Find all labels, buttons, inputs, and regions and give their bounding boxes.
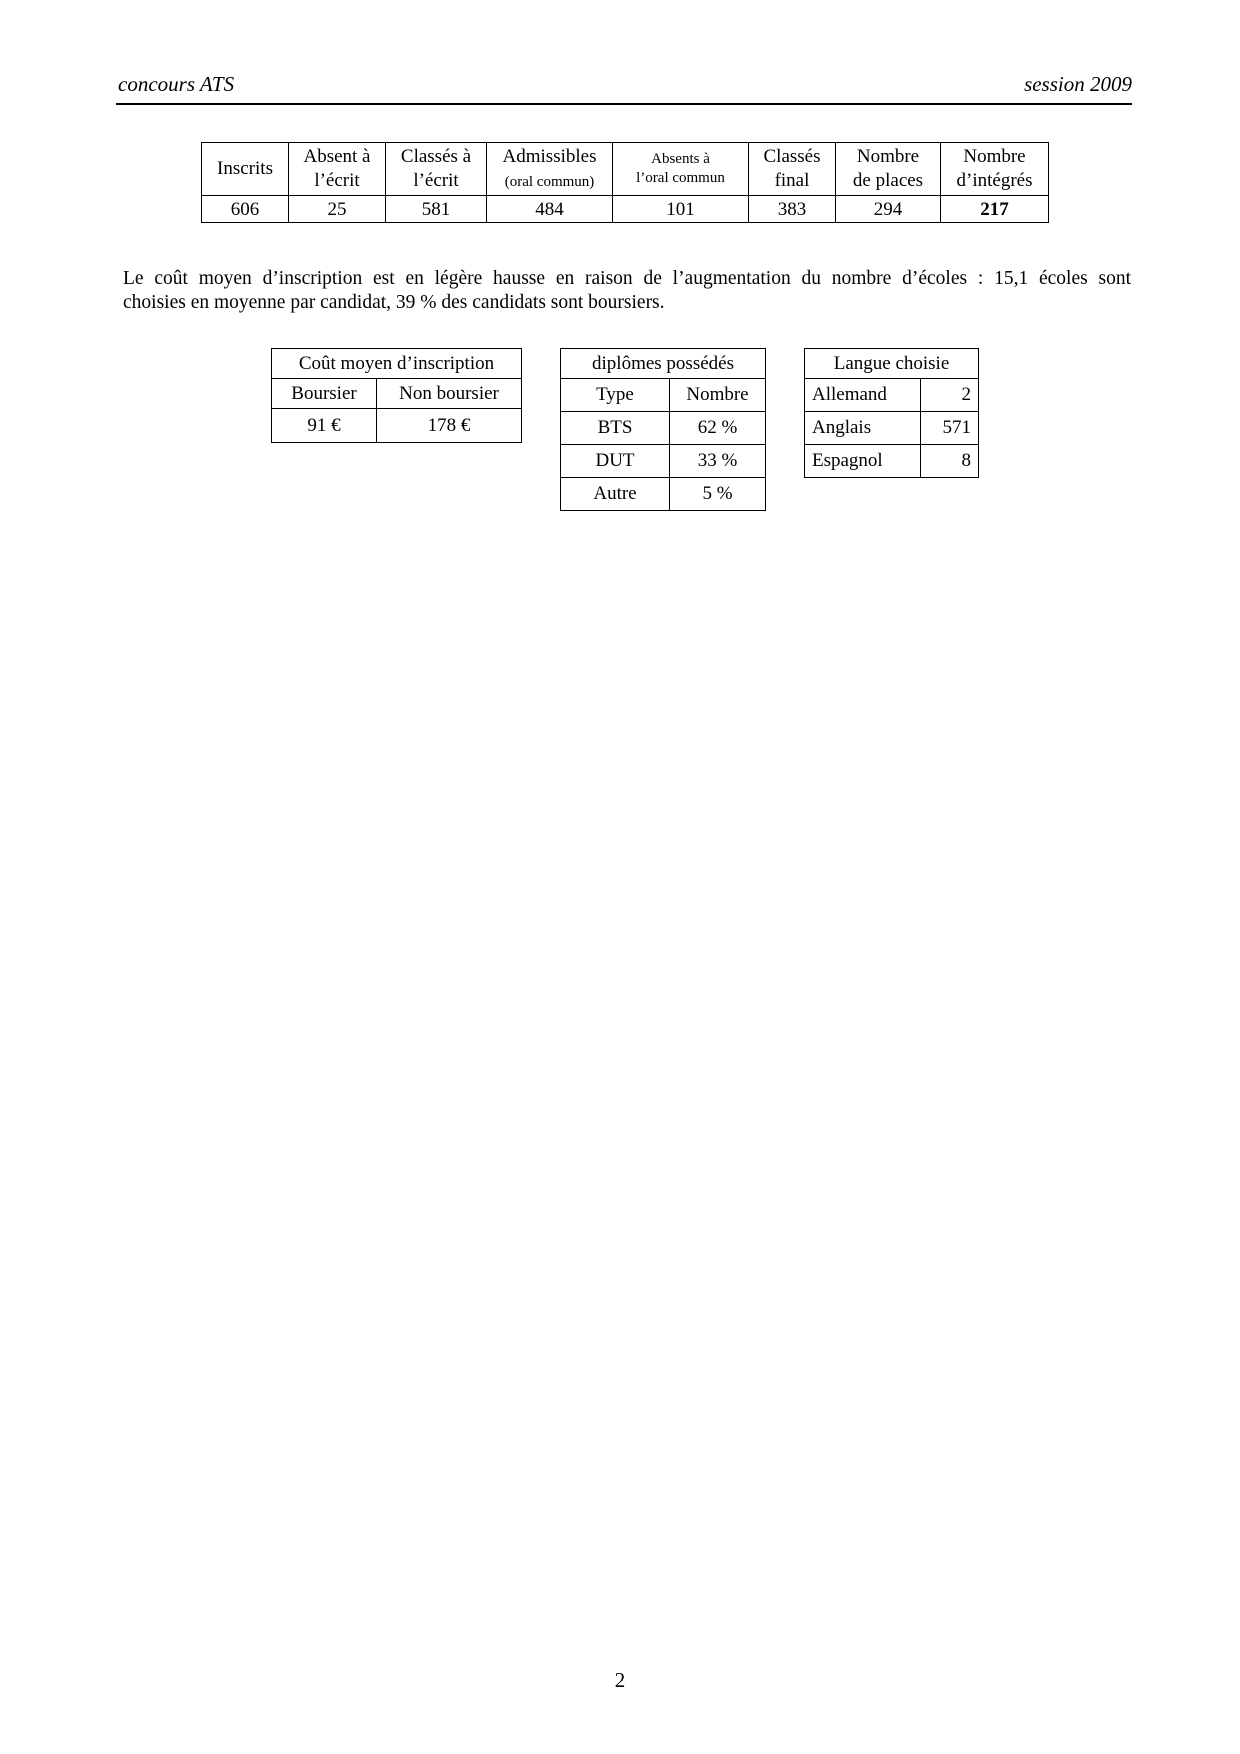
table-row [561,412,766,445]
language-cell: Allemand [805,379,921,412]
table-row [561,445,766,478]
table-row [202,196,1049,223]
header-cell: Nombre de places [836,143,941,196]
value-cell: 484 [487,196,613,223]
table-title: Langue choisie [805,349,979,379]
table-title: Coût moyen d’inscription [272,349,522,379]
paragraph-line: choisies en moyenne par candidat, 39 % des candidats sont boursiers. [123,292,665,313]
value-cell: 25 [289,196,386,223]
header-cell: Classés à l’écrit [386,143,487,196]
value-cell: 606 [202,196,289,223]
table-title: diplômes possédés [561,349,766,379]
table-row [561,478,766,511]
header-cell: Admissibles (oral commun) [487,143,613,196]
value-cell: DUT [561,445,670,478]
value-cell: 581 [386,196,487,223]
language-table [804,348,979,478]
value-cell: 571 [921,412,979,445]
table-row [805,445,979,478]
paragraph-line: Le coût moyen d’inscription est en légère hausse en raison de l’augmentation du nombre d’écoles : 15,1 écoles sont [123,268,1131,289]
header-cell: Absent à l’écrit [289,143,386,196]
header-cell: Inscrits [202,143,289,196]
table-row [805,379,979,412]
header-cell: Absents à l’oral commun [613,143,749,196]
value-cell: 2 [921,379,979,412]
value-cell: 8 [921,445,979,478]
language-cell: Anglais [805,412,921,445]
header-cell: Classés final [749,143,836,196]
table-row [202,143,1049,196]
table-row [805,349,979,379]
value-cell: Autre [561,478,670,511]
value-cell: 101 [613,196,749,223]
header-cell: Nombre d’intégrés [941,143,1049,196]
header-right: session 2009 [1024,72,1132,96]
body-paragraph [123,267,1131,315]
value-cell: 217 [941,196,1049,223]
table-row [272,349,522,379]
value-cell: 383 [749,196,836,223]
header-left: concours ATS [118,72,235,96]
table-row [561,349,766,379]
value-cell: BTS [561,412,670,445]
table-row [272,379,522,409]
stats-table [201,142,1049,223]
value-cell: 91 € [272,409,377,443]
table-row [561,379,766,412]
page-number: 2 [614,1668,626,1692]
table-row [272,409,522,443]
value-cell: 62 % [670,412,766,445]
value-cell: 33 % [670,445,766,478]
header-rule [116,103,1132,105]
language-cell: Espagnol [805,445,921,478]
cost-table [271,348,522,443]
header-cell: Type [561,379,670,412]
header-cell: Nombre [670,379,766,412]
value-cell: 5 % [670,478,766,511]
diploma-table [560,348,766,511]
header-cell: Boursier [272,379,377,409]
value-cell: 294 [836,196,941,223]
value-cell: 178 € [377,409,522,443]
table-row [805,412,979,445]
header-cell: Non boursier [377,379,522,409]
